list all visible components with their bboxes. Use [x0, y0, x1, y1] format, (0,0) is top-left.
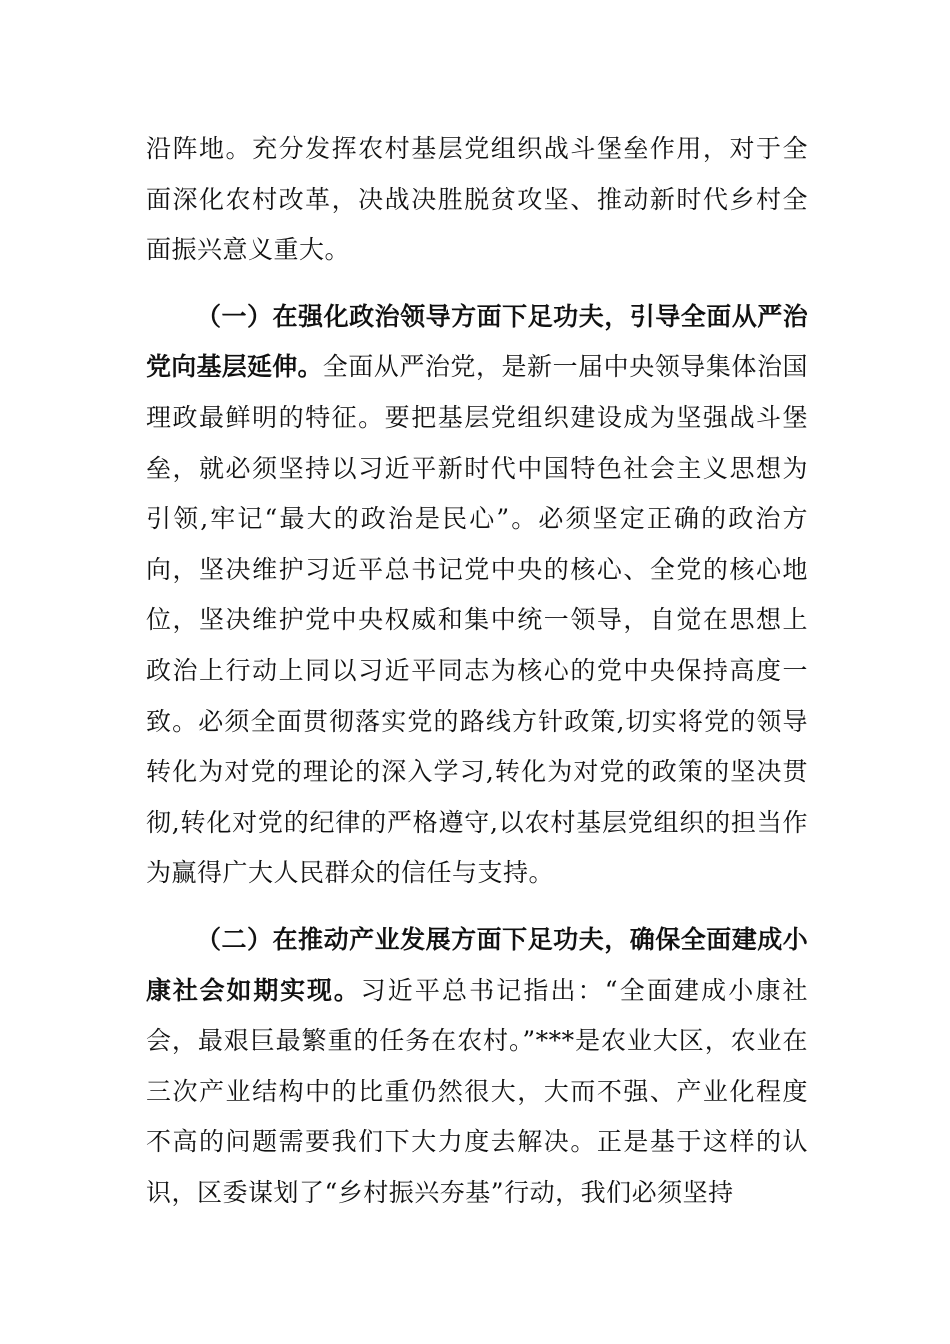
section-1-body: 全面从严治党，是新一届中央领导集体治国理政最鲜明的特征。要把基层党组织建设成为坚强战斗堡垒，就必须坚持以习近平新时代中国特色社会主义思想为引领,牢记“最大的政治是民心”。必须坚定正确的政治方向，坚决维护习近平总书记党中央的核心、全党的核心地位，坚决维护党中央权威和集中统一领导，自觉在思想上政治上行动上同以习近平同志为核心的党中央保持高度一致。必须全面贯彻落实党的路线方针政策,切实将党的领导转化为对党的理论的深入学习,转化为对党的政策的坚决贯彻,转化对党的纪律的严格遵守,以农村基层党组织的担当作为赢得广大人民群众的信任与支持。: [146, 352, 808, 888]
paragraph-intro-text: 沿阵地。充分发挥农村基层党组织战斗堡垒作用，对于全面深化农村改革，决战决胜脱贫攻坚、推动新时代乡村全面振兴意义重大。: [146, 134, 808, 265]
paragraph-intro: [146, 124, 808, 276]
section-2-heading: （二）在推动产业发展方面下足功夫，确保全面建成小康社会如期实现。: [146, 924, 808, 1005]
paragraph-section-1: [146, 292, 808, 899]
section-1-heading: （一）在强化政治领导方面下足功夫，引导全面从严治党向基层延伸。: [146, 301, 808, 382]
document-body: [146, 124, 808, 1234]
section-2-body: 习近平总书记指出：“全面建成小康社会，最艰巨最繁重的任务在农村。”***是农业大区，农业在三次产业结构中的比重仍然很大，大而不强、产业化程度不高的问题需要我们下大力度去解决。正是基于这样的认识，区委谋划了“乡村振兴夯基”行动，我们必须坚持: [146, 975, 808, 1207]
paragraph-section-2: [146, 915, 808, 1219]
